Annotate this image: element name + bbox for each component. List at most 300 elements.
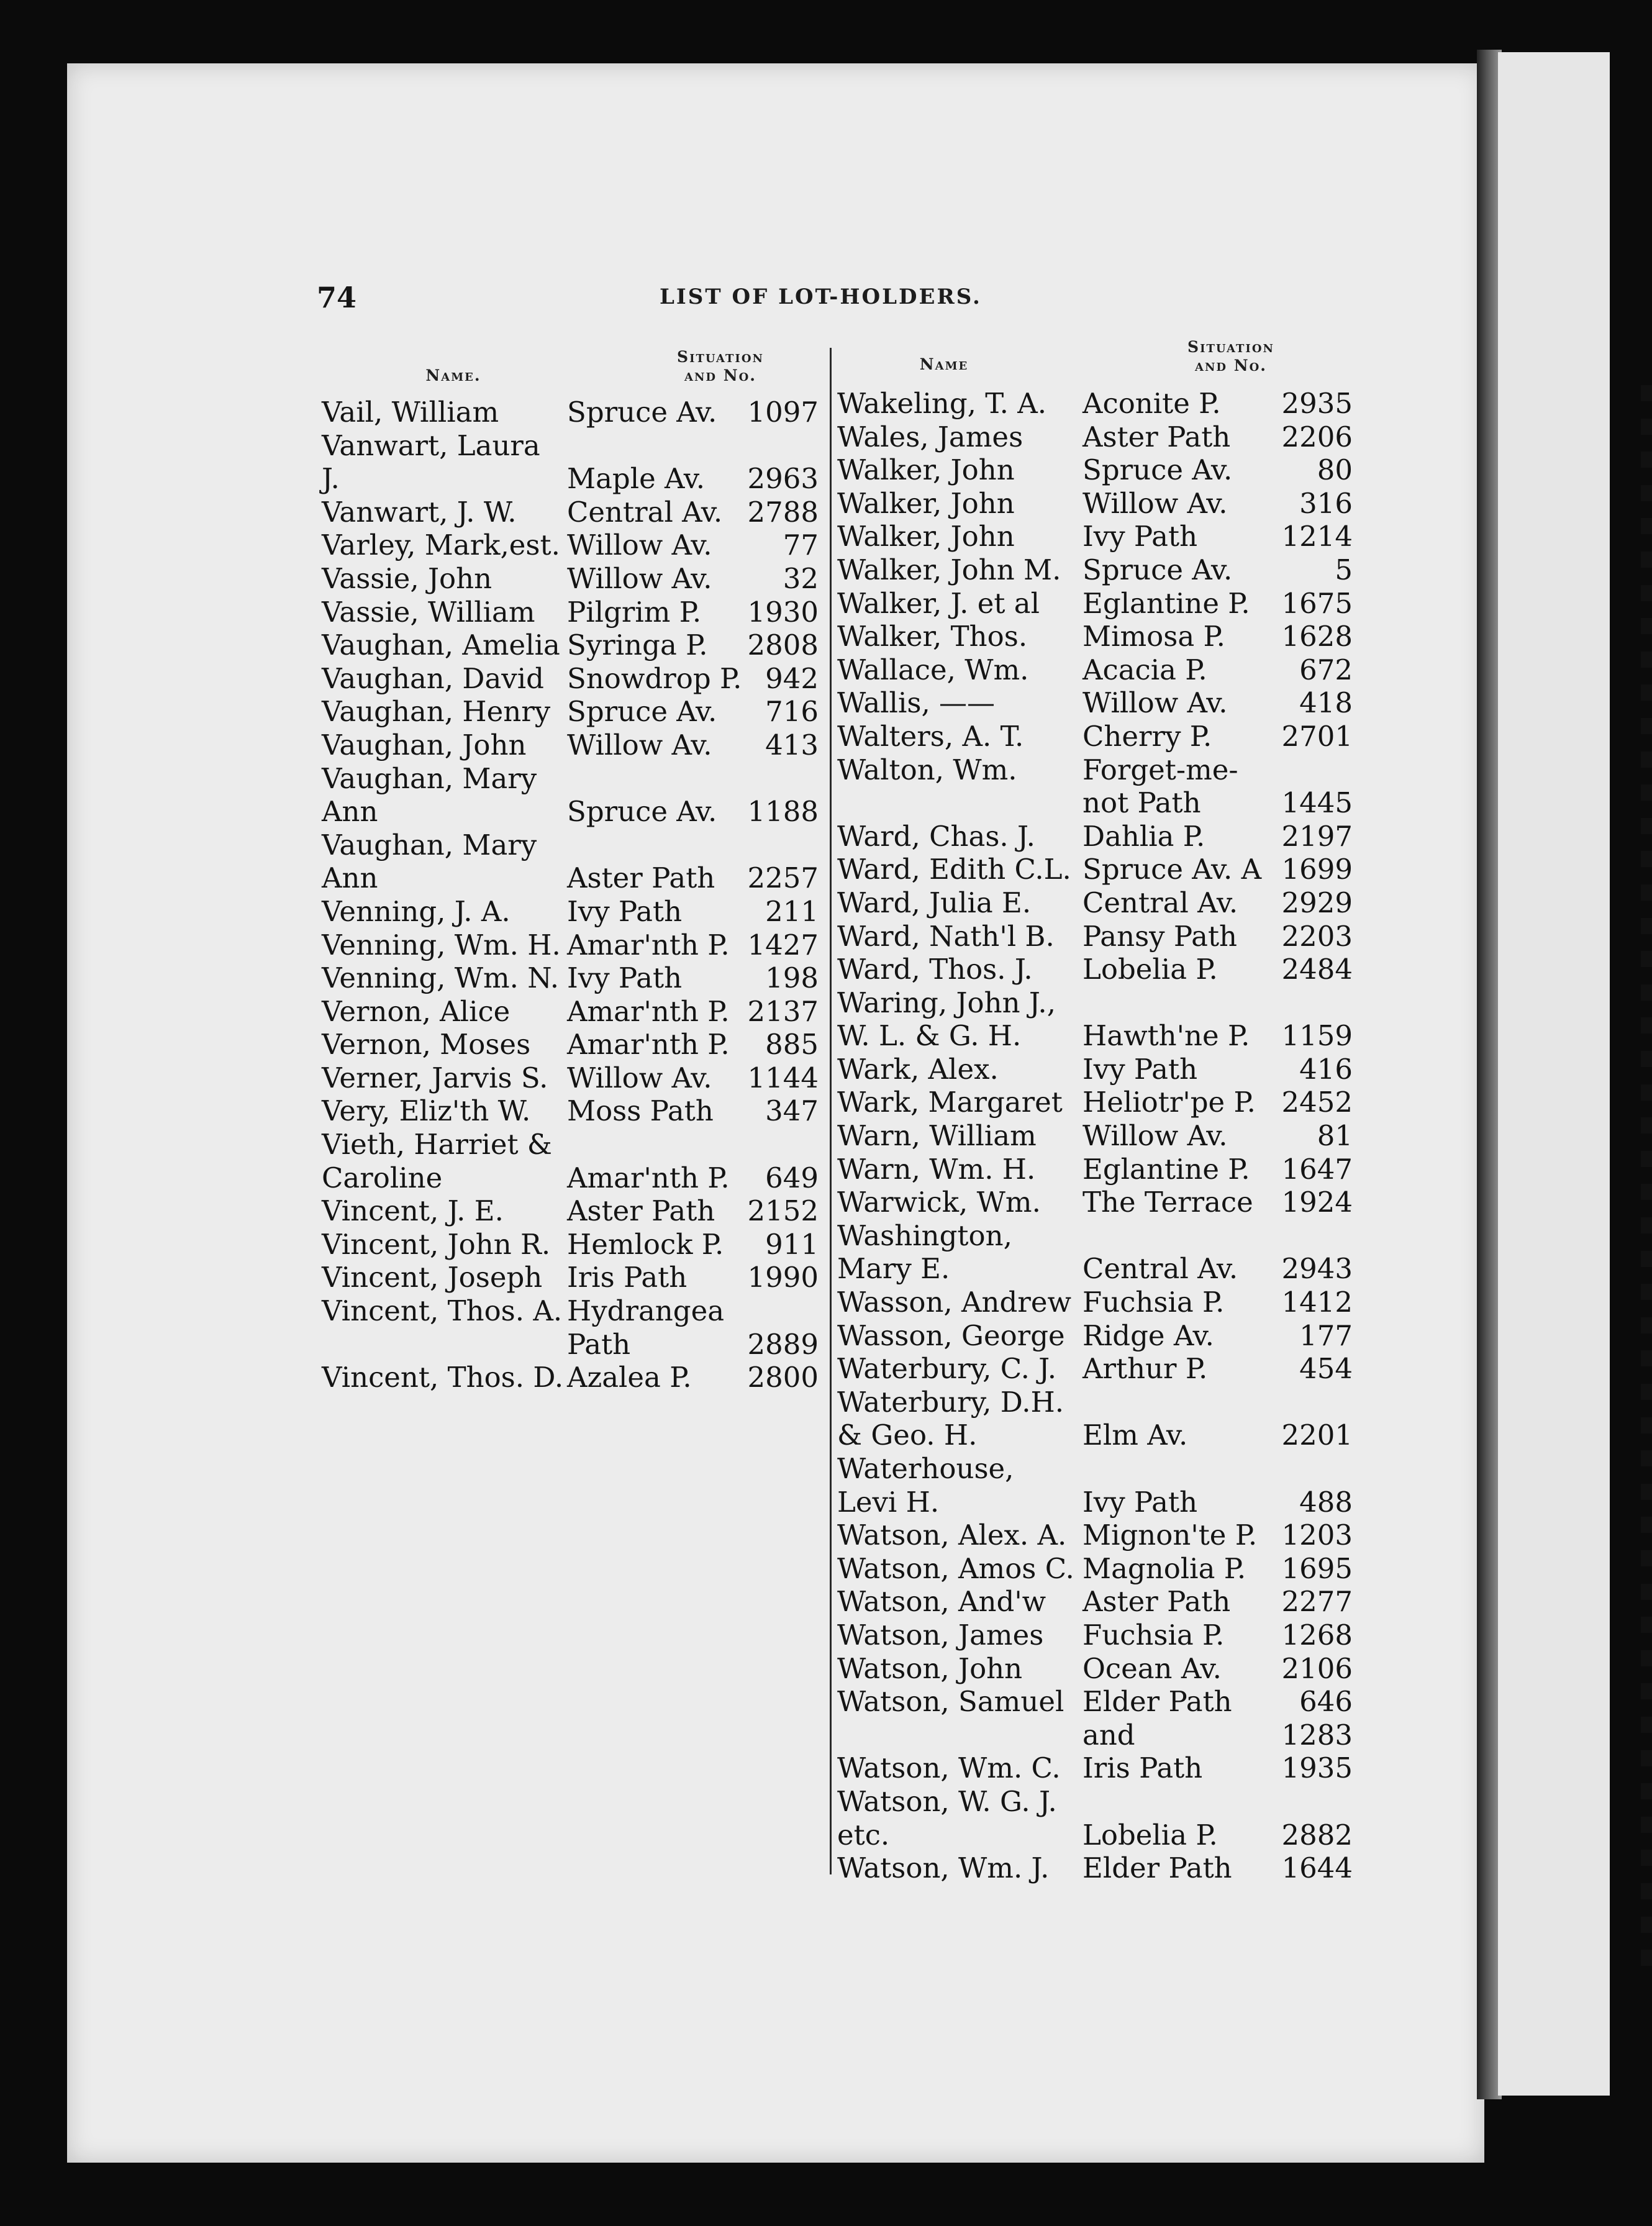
edge-tick-mark <box>1641 1650 1652 1666</box>
lot-holder-name: Vernon, Moses <box>322 1028 531 1061</box>
lot-holder-name: Watson, W. G. J. <box>837 1784 1057 1818</box>
lot-holder-name: Waterhouse, <box>837 1452 1014 1485</box>
lot-holder-row <box>837 1153 1353 1186</box>
lot-holder-name: Watson, John <box>837 1651 1023 1685</box>
running-title: LIST OF LOT-HOLDERS. <box>660 284 982 309</box>
lot-number: 2963 <box>747 462 819 496</box>
lot-number: 885 <box>765 1028 819 1061</box>
lot-situation: Snowdrop P. <box>567 661 742 695</box>
lot-number: 1097 <box>747 396 819 429</box>
lot-holder-name: etc. <box>837 1818 890 1851</box>
lot-number: 5 <box>1335 553 1353 586</box>
lot-holder-list-left <box>322 396 819 1394</box>
edge-tick-mark <box>1641 951 1652 967</box>
lot-situation: Amar'nth P. <box>567 1161 730 1194</box>
lot-situation: Fuchsia P. <box>1082 1618 1225 1651</box>
lot-holder-row <box>322 662 819 696</box>
lot-holder-name: Watson, James <box>837 1618 1044 1651</box>
lot-holder-row <box>837 1585 1353 1619</box>
lot-number: 2929 <box>1281 886 1353 919</box>
lot-holder-name: Waterbury, C. J. <box>837 1352 1057 1386</box>
lot-number: 1628 <box>1281 620 1353 653</box>
lot-holder-row <box>837 1352 1353 1386</box>
lot-holder-row <box>837 886 1353 920</box>
lot-holder-row <box>322 562 819 596</box>
lot-number: 2203 <box>1281 919 1353 953</box>
lot-number: 2137 <box>747 994 819 1028</box>
edge-tick-mark <box>1641 1384 1652 1400</box>
lot-number: 32 <box>783 561 819 595</box>
lot-number: 2277 <box>1281 1585 1353 1619</box>
lot-holder-row <box>837 1386 1353 1419</box>
lot-holder-name: Wasson, George <box>837 1319 1065 1352</box>
lot-situation: Fuchsia P. <box>1082 1286 1225 1319</box>
lot-number: 911 <box>765 1227 819 1261</box>
lot-situation: Central Av. <box>1082 886 1238 919</box>
edge-tick-mark <box>1641 1084 1652 1101</box>
lot-holder-row <box>837 720 1353 753</box>
adjacent-page-edge <box>1498 52 1610 2096</box>
lot-holder-name: Vincent, J. E. <box>322 1194 504 1228</box>
edge-tick-mark <box>1641 419 1652 435</box>
lot-number: 672 <box>1299 653 1353 686</box>
lot-holder-row <box>837 1252 1353 1286</box>
lot-situation: Eglantine P. <box>1082 1152 1250 1186</box>
lot-holder-row <box>322 1261 819 1294</box>
edge-tick-mark <box>1641 618 1652 634</box>
lot-number: 488 <box>1299 1485 1353 1519</box>
lot-number: 418 <box>1299 686 1353 720</box>
lot-situation: Spruce Av. <box>1082 553 1233 586</box>
lot-situation: and <box>1082 1718 1135 1751</box>
lot-situation: Elder Path <box>1082 1851 1232 1885</box>
edge-tick-mark <box>1641 684 1652 701</box>
lot-number: 316 <box>1299 486 1353 520</box>
lot-holder-name: Watson, Wm. J. <box>837 1851 1050 1885</box>
lot-situation: Willow Av. <box>567 561 712 595</box>
edge-tick-mark <box>1641 518 1652 534</box>
lot-number: 2882 <box>1281 1818 1353 1851</box>
lot-holder-name: Watson, Samuel <box>837 1685 1064 1719</box>
lot-number: 347 <box>765 1094 819 1128</box>
edge-tick-mark <box>1641 1450 1652 1466</box>
lot-holder-row <box>322 496 819 529</box>
lot-holder-row <box>837 920 1353 953</box>
column-divider <box>830 348 832 1874</box>
lot-number: 211 <box>765 894 819 928</box>
lot-holder-row <box>837 753 1353 787</box>
lot-holder-name: Watson, Amos C. <box>837 1551 1074 1585</box>
lot-number: 2484 <box>1281 953 1353 986</box>
lot-situation: Eglantine P. <box>1082 586 1250 620</box>
lot-holder-name: Mary E. <box>837 1252 950 1286</box>
lot-holder-row <box>837 1486 1353 1519</box>
lot-situation: Lobelia P. <box>1082 953 1218 986</box>
edge-tick-mark <box>1641 1717 1652 1733</box>
column-header-situation-left-line1: Situation <box>677 348 764 366</box>
lot-number: 2257 <box>747 861 819 895</box>
lot-holder-row <box>837 1719 1353 1752</box>
edge-tick-mark <box>1641 884 1652 901</box>
lot-holder-name: & Geo. H. <box>837 1419 978 1452</box>
lot-number: 1924 <box>1281 1186 1353 1219</box>
page-number: 74 <box>317 281 357 314</box>
lot-holder-row <box>322 929 819 962</box>
lot-holder-row <box>322 1061 819 1095</box>
edge-tick-mark <box>1641 784 1652 801</box>
lot-holder-name: Vincent, Joseph <box>322 1261 543 1294</box>
lot-holder-row <box>837 1819 1353 1852</box>
lot-number: 1445 <box>1281 786 1353 820</box>
lot-number: 1283 <box>1281 1718 1353 1751</box>
lot-number: 2808 <box>747 629 819 662</box>
edge-tick-mark <box>1641 1350 1652 1366</box>
edge-tick-mark <box>1641 1317 1652 1333</box>
lot-holder-name: Ann <box>322 861 378 895</box>
lot-holder-name: Warn, William <box>837 1119 1037 1153</box>
lot-number: 80 <box>1317 453 1353 487</box>
lot-number: 177 <box>1299 1319 1353 1352</box>
lot-holder-row <box>837 820 1353 853</box>
column-header-situation-left <box>640 348 801 385</box>
lot-holder-name: Vanwart, Laura <box>322 429 540 462</box>
lot-situation: Aster Path <box>1082 1585 1231 1619</box>
lot-number: 198 <box>765 961 819 995</box>
lot-holder-row <box>837 653 1353 687</box>
lot-situation: Hemlock P. <box>567 1227 724 1261</box>
lot-situation: Moss Path <box>567 1094 714 1128</box>
lot-holder-row <box>322 462 819 496</box>
lot-situation: Mimosa P. <box>1082 620 1225 653</box>
lot-holder-row <box>322 861 819 895</box>
lot-number: 2701 <box>1281 719 1353 753</box>
lot-number: 1159 <box>1281 1019 1353 1053</box>
lot-holder-name: Watson, Wm. C. <box>837 1751 1061 1785</box>
lot-holder-row <box>322 695 819 729</box>
lot-holder-row <box>322 1028 819 1061</box>
edge-tick-mark <box>1641 1883 1652 1899</box>
lot-number: 942 <box>765 661 819 695</box>
edge-tick-mark <box>1641 485 1652 501</box>
lot-number: 2800 <box>747 1361 819 1394</box>
lot-situation: Cherry P. <box>1082 719 1212 753</box>
lot-number: 77 <box>783 529 819 562</box>
lot-holder-row <box>837 620 1353 653</box>
lot-holder-name: Vaughan, Henry <box>322 695 551 729</box>
lot-number: 2935 <box>1281 387 1353 420</box>
lot-holder-name: Wakeling, T. A. <box>837 387 1047 420</box>
lot-holder-name: Levi H. <box>837 1485 940 1519</box>
lot-holder-name: Venning, Wm. H. <box>322 928 561 961</box>
lot-situation: Maple Av. <box>567 462 706 496</box>
lot-holder-name: Ward, Edith C.L. <box>837 853 1071 886</box>
lot-situation: Arthur P. <box>1082 1352 1208 1386</box>
lot-holder-name: Vaughan, Amelia <box>322 629 560 662</box>
lot-holder-name: Wark, Margaret <box>837 1086 1063 1119</box>
edge-tick-mark <box>1641 718 1652 734</box>
edge-tick-mark <box>1641 818 1652 834</box>
lot-situation: Heliotr'pe P. <box>1082 1086 1256 1119</box>
lot-holder-name: Watson, And'w <box>837 1585 1046 1619</box>
lot-holder-name: Vincent, Thos. D. <box>322 1361 564 1394</box>
edge-tick-mark <box>1641 1284 1652 1300</box>
column-header-situation-left-line2: and No. <box>684 366 756 384</box>
lot-number: 646 <box>1299 1685 1353 1719</box>
lot-number: 2197 <box>1281 819 1353 853</box>
edge-tick-mark <box>1641 385 1652 401</box>
lot-holder-row <box>322 1294 819 1328</box>
edge-tick-mark <box>1641 1117 1652 1133</box>
lot-holder-name: Varley, Mark,est. <box>322 529 560 562</box>
lot-holder-name: Walker, Thos. <box>837 620 1028 653</box>
edge-tick-mark <box>1641 851 1652 867</box>
lot-number: 1144 <box>747 1061 819 1094</box>
edge-tick-mark <box>1641 1051 1652 1067</box>
edge-tick-mark <box>1641 1683 1652 1699</box>
lot-holder-row <box>837 1419 1353 1452</box>
lot-holder-row <box>837 953 1353 986</box>
lot-holder-name: Walker, J. et al <box>837 586 1040 620</box>
lot-situation: Spruce Av. <box>567 695 717 729</box>
lot-holder-row <box>322 529 819 562</box>
lot-holder-name: Vaughan, Mary <box>322 828 537 861</box>
lot-number: 716 <box>765 695 819 729</box>
lot-holder-name: Wales, James <box>837 420 1023 453</box>
lot-number: 1644 <box>1281 1851 1353 1885</box>
edge-tick-mark <box>1641 1217 1652 1233</box>
lot-holder-row <box>837 1552 1353 1586</box>
edge-tick-mark <box>1641 1950 1652 1966</box>
edge-tick-mark <box>1641 1184 1652 1200</box>
lot-number: 1203 <box>1281 1519 1353 1552</box>
edge-tick-mark <box>1641 585 1652 601</box>
lot-holder-row <box>322 429 819 463</box>
lot-number: 416 <box>1299 1052 1353 1086</box>
lot-situation: Syringa P. <box>567 629 708 662</box>
lot-situation: Azalea P. <box>567 1361 692 1394</box>
edge-tick-mark <box>1641 1017 1652 1034</box>
lot-holder-name: Venning, Wm. N. <box>322 961 560 995</box>
lot-situation: Willow Av. <box>567 1061 712 1094</box>
lot-situation: Magnolia P. <box>1082 1551 1246 1585</box>
lot-holder-name: Wark, Alex. <box>837 1052 999 1086</box>
lot-number: 413 <box>765 728 819 761</box>
lot-holder-row <box>322 1361 819 1394</box>
lot-holder-name: Wasson, Andrew <box>837 1286 1071 1319</box>
lot-number: 2152 <box>747 1194 819 1228</box>
edge-tick-mark <box>1641 1817 1652 1833</box>
lot-holder-name: Vaughan, John <box>322 728 527 761</box>
lot-holder-name: Washington, <box>837 1219 1012 1252</box>
lot-number: 1188 <box>747 795 819 829</box>
lot-holder-row <box>837 686 1353 720</box>
lot-number: 1699 <box>1281 853 1353 886</box>
lot-situation: Central Av. <box>1082 1252 1238 1286</box>
edge-tick-mark <box>1641 918 1652 934</box>
lot-holder-name: Walker, John <box>837 520 1015 553</box>
lot-situation: Willow Av. <box>1082 486 1228 520</box>
lot-situation: Iris Path <box>1082 1751 1203 1785</box>
lot-holder-row <box>837 420 1353 454</box>
lot-number: 2106 <box>1281 1651 1353 1685</box>
lot-holder-name: Walters, A. T. <box>837 719 1024 753</box>
lot-holder-name: Vail, William <box>322 396 499 429</box>
lot-number: 1412 <box>1281 1286 1353 1319</box>
lot-holder-row <box>837 1685 1353 1719</box>
edge-tick-mark <box>1641 1750 1652 1766</box>
lot-holder-name: Ann <box>322 795 378 829</box>
lot-holder-name: Ward, Nath'l B. <box>837 919 1055 953</box>
lot-holder-row <box>837 1452 1353 1486</box>
lot-holder-row <box>322 729 819 762</box>
edge-tick-mark <box>1641 1484 1652 1500</box>
lot-holder-row <box>322 1128 819 1161</box>
lot-situation: Willow Av. <box>1082 686 1228 720</box>
lot-holder-row <box>322 995 819 1029</box>
lot-holder-name: Wallace, Wm. <box>837 653 1029 686</box>
edge-tick-mark <box>1641 1783 1652 1799</box>
lot-holder-row <box>322 596 819 629</box>
column-header-name-left: Name. <box>425 366 481 384</box>
lot-holder-row <box>837 1319 1353 1353</box>
lot-situation: Willow Av. <box>1082 1119 1228 1153</box>
lot-number: 1214 <box>1281 520 1353 553</box>
lot-holder-row <box>837 1219 1353 1253</box>
lot-situation: Ivy Path <box>567 894 683 928</box>
lot-holder-row <box>837 986 1353 1020</box>
edge-tick-mark <box>1641 1584 1652 1600</box>
lot-holder-name: Walker, John M. <box>837 553 1061 586</box>
lot-situation: Ivy Path <box>1082 1052 1198 1086</box>
lot-situation: Spruce Av. <box>567 396 717 429</box>
lot-holder-name: Warwick, Wm. <box>837 1186 1041 1219</box>
lot-holder-row <box>837 1286 1353 1319</box>
edge-tick-mark <box>1641 984 1652 1001</box>
lot-holder-row <box>837 587 1353 620</box>
lot-situation: not Path <box>1082 786 1201 820</box>
lot-holder-name: Waring, John J., <box>837 986 1056 1019</box>
lot-holder-row <box>322 795 819 829</box>
lot-holder-name: Walker, John <box>837 486 1015 520</box>
lot-situation: Pansy Path <box>1082 919 1238 953</box>
lot-holder-name: Venning, J. A. <box>322 894 511 928</box>
lot-situation: Spruce Av. <box>1082 453 1233 487</box>
lot-holder-name: Ward, Thos. J. <box>837 953 1033 986</box>
lot-situation: Ridge Av. <box>1082 1319 1214 1352</box>
lot-situation: Lobelia P. <box>1082 1818 1218 1851</box>
lot-holder-row <box>837 553 1353 587</box>
lot-situation: Ocean Av. <box>1082 1651 1222 1685</box>
column-header-situation-right-line1: Situation <box>1187 338 1274 356</box>
lot-holder-name: Walker, John <box>837 453 1015 487</box>
lot-holder-row <box>837 786 1353 820</box>
edge-tick-mark <box>1641 752 1652 768</box>
lot-holder-row <box>322 829 819 862</box>
lot-holder-name: Vernon, Alice <box>322 994 511 1028</box>
lot-number: 2788 <box>747 495 819 529</box>
column-header-name-right: Name <box>919 355 969 373</box>
edge-tick-mark <box>1641 1550 1652 1566</box>
lot-situation: Hydrangea <box>567 1294 725 1328</box>
lot-number: 1930 <box>747 595 819 629</box>
lot-holder-name: Vaughan, David <box>322 661 544 695</box>
lot-holder-row <box>837 453 1353 487</box>
lot-situation: Amar'nth P. <box>567 994 730 1028</box>
lot-holder-name: Watson, Alex. A. <box>837 1519 1067 1552</box>
lot-situation: The Terrace <box>1082 1186 1253 1219</box>
edge-tick-mark <box>1641 652 1652 668</box>
lot-holder-row <box>837 1619 1353 1652</box>
lot-holder-name: Vincent, Thos. A. <box>322 1294 563 1328</box>
lot-holder-row <box>837 853 1353 886</box>
lot-holder-row <box>322 396 819 429</box>
edge-tick-mark <box>1641 1251 1652 1267</box>
lot-situation: Ivy Path <box>1082 520 1198 553</box>
lot-holder-row <box>837 520 1353 553</box>
lot-holder-row <box>837 1119 1353 1153</box>
lot-holder-row <box>837 487 1353 520</box>
lot-number: 1647 <box>1281 1152 1353 1186</box>
lot-number: 2943 <box>1281 1252 1353 1286</box>
lot-holder-name: J. <box>322 462 340 496</box>
lot-number: 2452 <box>1281 1086 1353 1119</box>
lot-holder-name: Wallis, —— <box>837 686 996 720</box>
lot-number: 81 <box>1317 1119 1353 1153</box>
lot-holder-name: Vincent, John R. <box>322 1227 551 1261</box>
lot-holder-name: Vanwart, J. W. <box>322 495 517 529</box>
lot-holder-row <box>837 1785 1353 1819</box>
lot-number: 2206 <box>1281 420 1353 453</box>
lot-situation: Amar'nth P. <box>567 928 730 961</box>
lot-holder-name: Caroline <box>322 1161 443 1194</box>
lot-holder-name: Vieth, Harriet & <box>322 1128 552 1161</box>
lot-holder-name: Walton, Wm. <box>837 753 1017 786</box>
edge-tick-mark <box>1641 452 1652 468</box>
lot-situation: Acacia P. <box>1082 653 1207 686</box>
lot-situation: Elder Path <box>1082 1685 1232 1719</box>
lot-number: 1268 <box>1281 1618 1353 1651</box>
lot-situation: Elm Av. <box>1082 1419 1188 1452</box>
lot-number: 2889 <box>747 1327 819 1361</box>
lot-holder-row <box>837 1019 1353 1053</box>
edge-tick-mark <box>1641 1917 1652 1933</box>
lot-situation: Spruce Av. <box>567 795 717 829</box>
lot-situation: Ivy Path <box>1082 1485 1198 1519</box>
lot-holder-row <box>837 1652 1353 1686</box>
edge-tick-mark <box>1641 1850 1652 1866</box>
lot-holder-row <box>837 1086 1353 1119</box>
lot-holder-name: Ward, Chas. J. <box>837 819 1035 853</box>
edge-tick-mark <box>1641 1151 1652 1167</box>
lot-situation: Willow Av. <box>567 529 712 562</box>
column-header-situation-right-line2: and No. <box>1195 357 1267 375</box>
lot-holder-row <box>322 1194 819 1228</box>
lot-number: 1695 <box>1281 1551 1353 1585</box>
lot-number: 1990 <box>747 1261 819 1294</box>
edge-tick-mark <box>1641 1417 1652 1433</box>
lot-situation: Willow Av. <box>567 728 712 761</box>
lot-situation: Mignon'te P. <box>1082 1519 1258 1552</box>
lot-number: 454 <box>1299 1352 1353 1386</box>
lot-number: 649 <box>765 1161 819 1194</box>
lot-holder-name: Vassie, John <box>322 561 492 595</box>
lot-situation: Central Av. <box>567 495 723 529</box>
lot-situation: Aconite P. <box>1082 387 1221 420</box>
lot-number: 1675 <box>1281 586 1353 620</box>
lot-situation: Aster Path <box>1082 420 1231 453</box>
lot-holder-name: Vaughan, Mary <box>322 761 537 795</box>
lot-number: 2201 <box>1281 1419 1353 1452</box>
